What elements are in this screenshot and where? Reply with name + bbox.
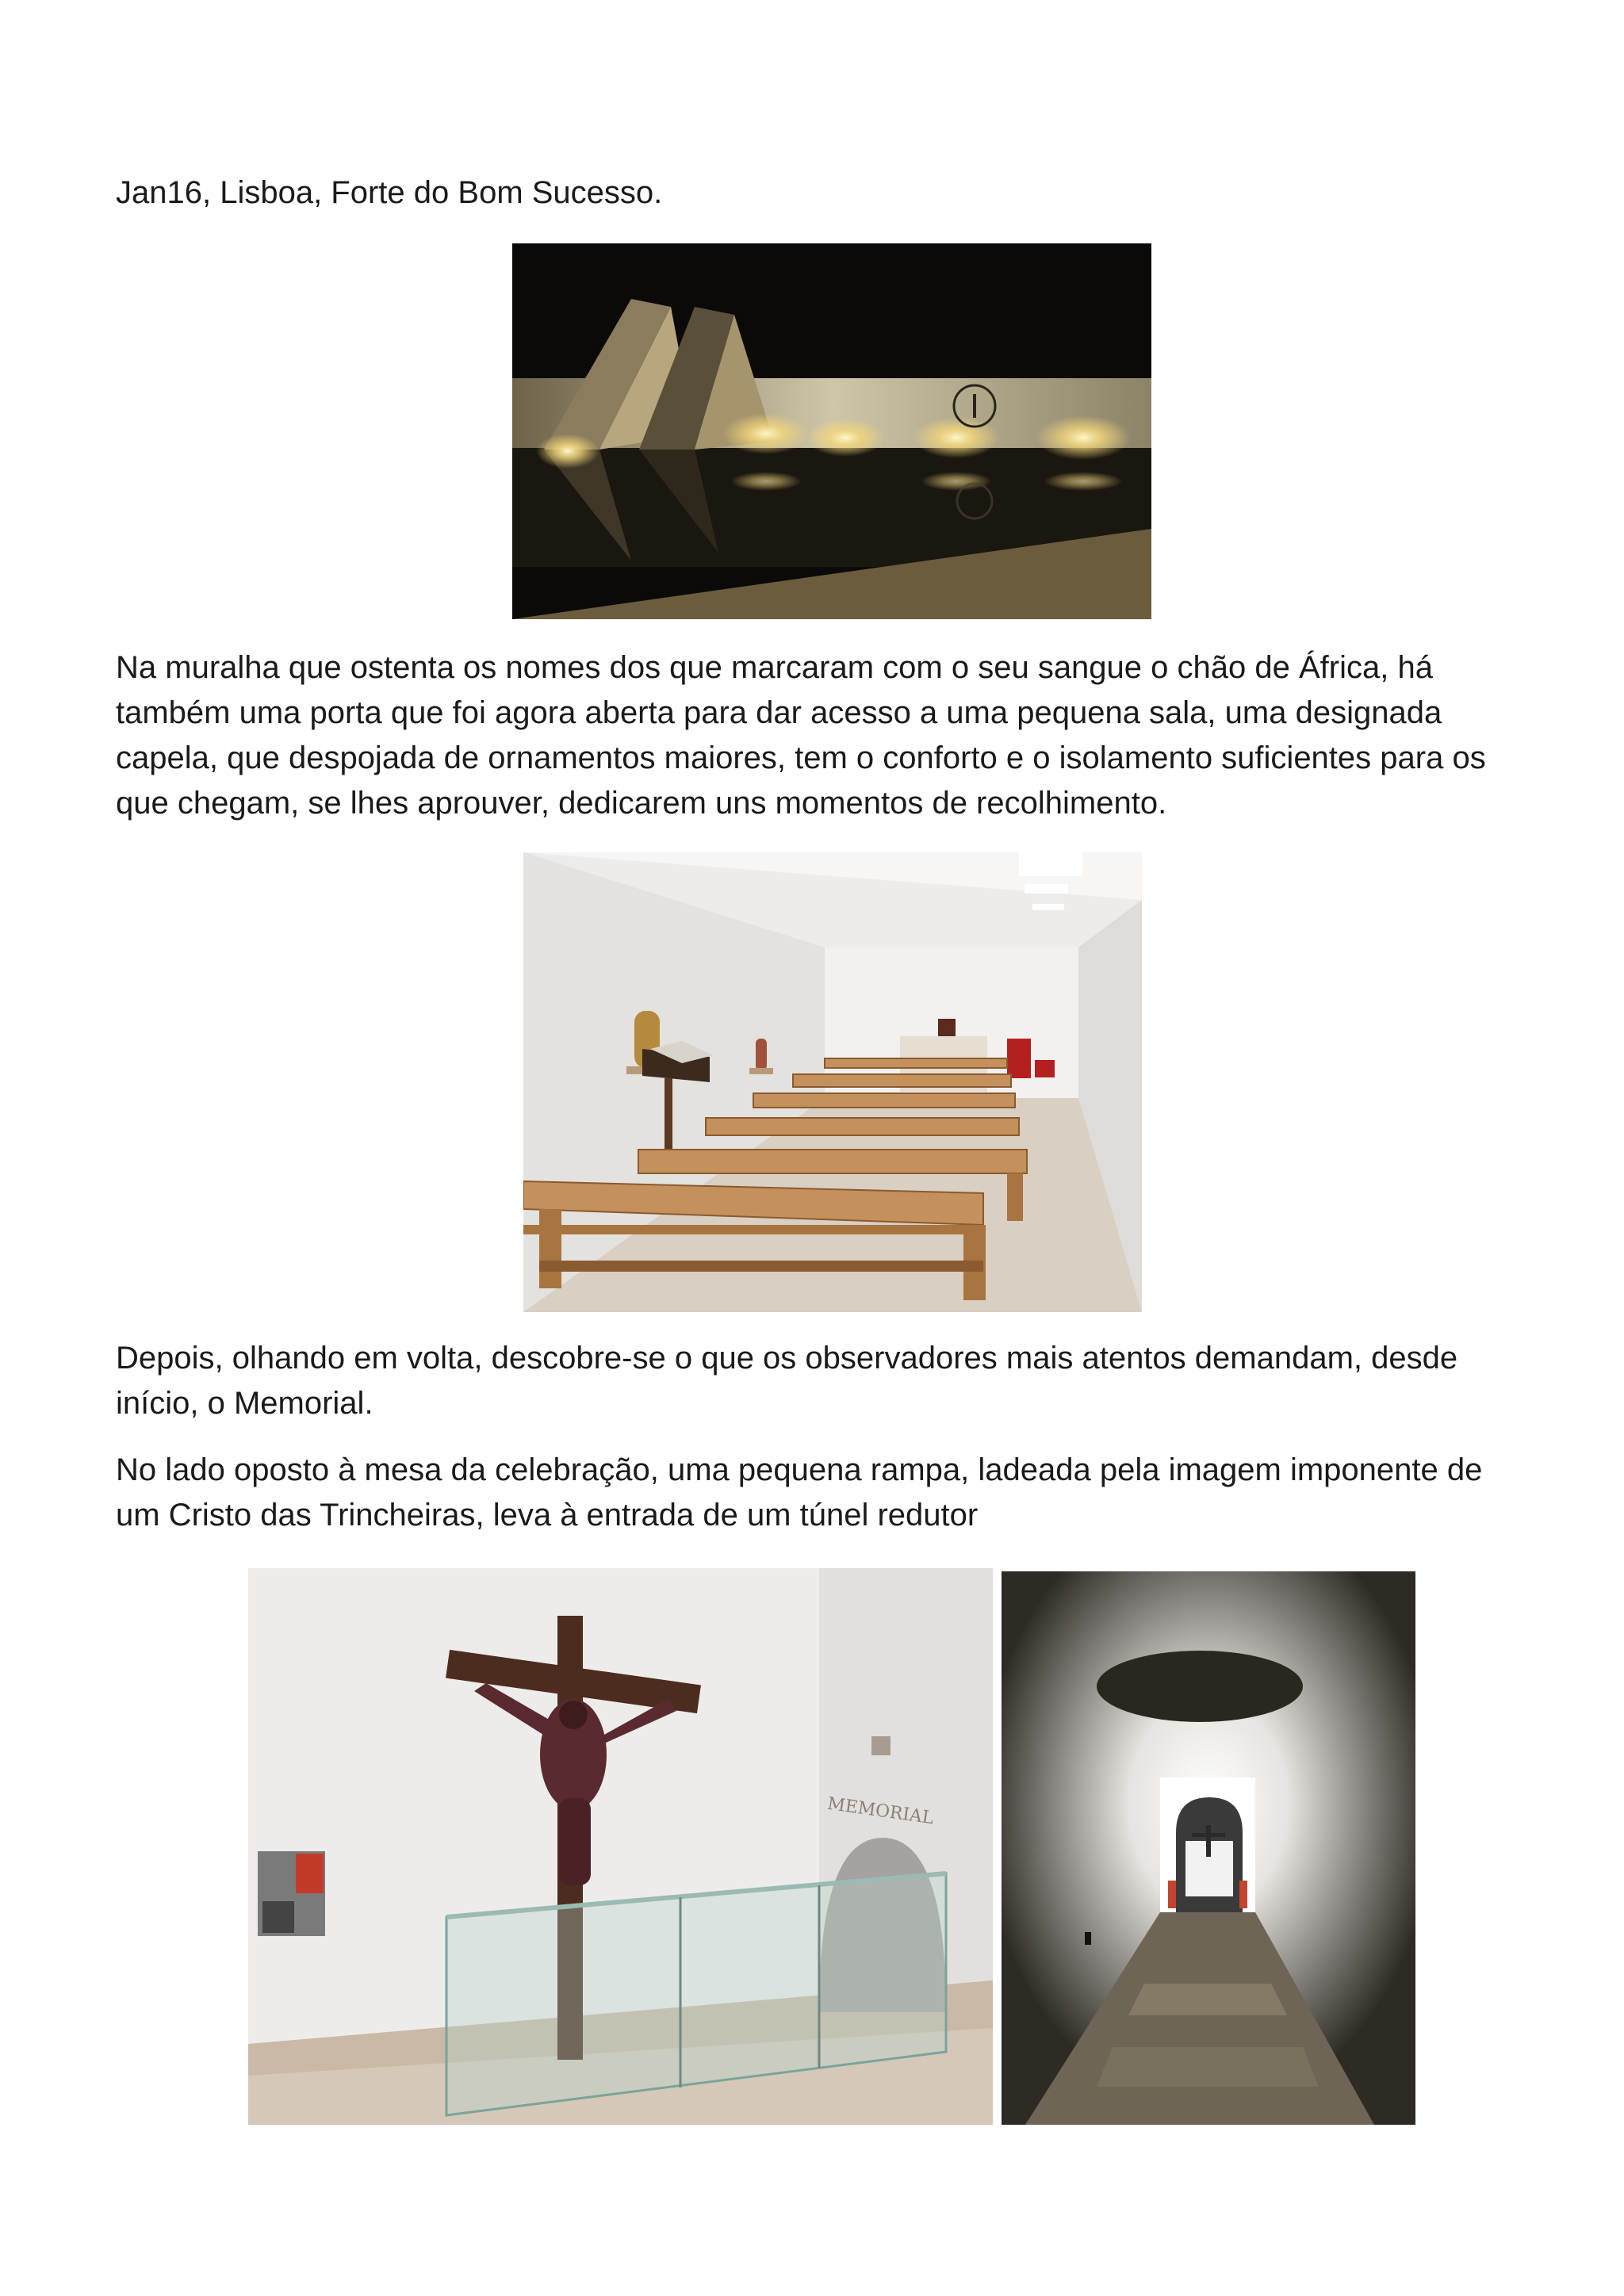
paragraph-ramp: No lado oposto à mesa da celebração, uma pequena rampa, ladeada pela imagem imponente de um Cristo das Trincheiras, leva à entrada de um túnel redutor [116, 1452, 1483, 1533]
photo-tunnel [1002, 1571, 1415, 2125]
photo-cristo-trincheiras [248, 1568, 993, 2125]
photo-chapel-interior [523, 852, 1142, 1312]
photo-memorial-night [512, 243, 1151, 619]
page-heading: Jan16, Lisboa, Forte do Bom Sucesso. [116, 175, 663, 210]
memorial-sign: MEMORIAL [825, 1793, 935, 1829]
paragraph-memorial: Depois, olhando em volta, descobre-se o que os observadores mais atentos demandam, desde início, o Memorial. [116, 1341, 1458, 1421]
paragraph-chapel: Na muralha que ostenta os nomes dos que marcaram com o seu sangue o chão de África, há também uma porta que foi agora aberta para dar acesso a uma pequena sala, uma designada capela, que despojada de ornamentos maiores, tem o conforto e o isolamento suficientes para os que chegam, se lhes aprouver, dedicarem uns momentos de recolhimento. [116, 650, 1486, 821]
